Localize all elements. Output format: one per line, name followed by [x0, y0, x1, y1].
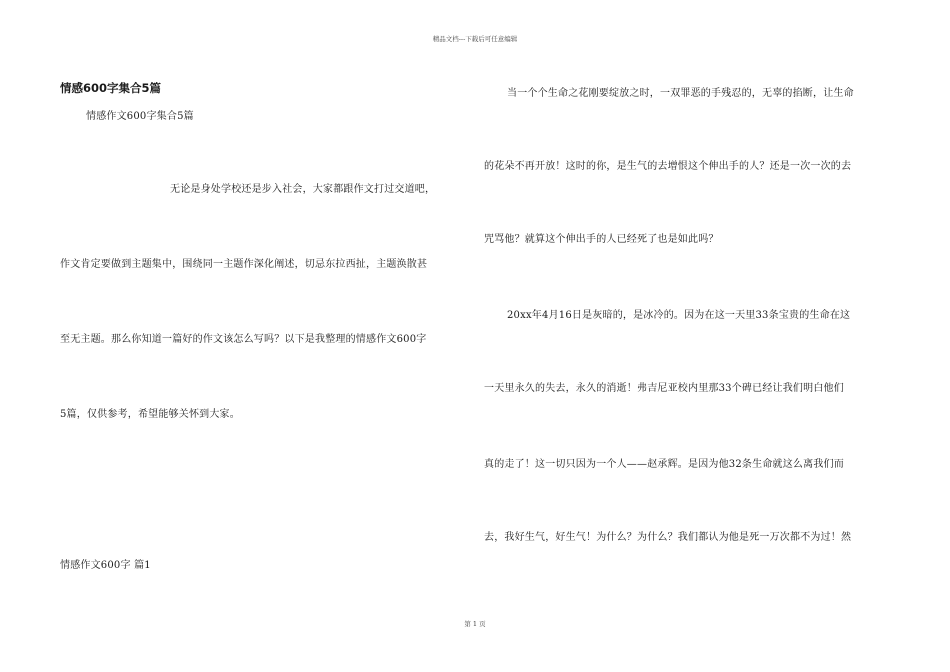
- left-paragraph-line-2: 作文肯定要做到主题集中，围绕同一主题作深化阐述，切忌东拉西扯，主题涣散甚: [60, 259, 428, 270]
- document-subtitle: 情感作文600字集合5篇: [86, 111, 194, 122]
- section-heading: 情感作文600字 篇1: [60, 560, 151, 571]
- left-paragraph-line-4: 5篇，仅供参考，希望能够关怀到大家。: [60, 409, 240, 420]
- right-paragraph-line-4: 20xx年4月16日是灰暗的，是冰冷的。因为在这一天里33条宝贵的生命在这: [507, 310, 851, 321]
- right-paragraph-line-7: 去，我好生气，好生气！为什么？为什么？我们都认为他是死一万次都不为过！然: [484, 532, 852, 543]
- page-footer: 第 1 页: [464, 620, 486, 628]
- left-paragraph-line-3: 至无主题。那么你知道一篇好的作文该怎么写吗？以下是我整理的情感作文600字: [60, 334, 427, 345]
- page-header: 精品文档---下载后可任意编辑: [432, 35, 518, 43]
- right-paragraph-line-6: 真的走了！这一切只因为一个人——赵承辉。是因为他32条生命就这么离我们而: [484, 459, 844, 470]
- right-paragraph-line-5: 一天里永久的失去，永久的消逝！弗吉尼亚校内里那33个碑已经让我们明白他们: [484, 383, 844, 394]
- right-paragraph-line-2: 的花朵不再开放！这时的你，是生气的去增恨这个伸出手的人？还是一次一次的去: [484, 161, 852, 172]
- document-title: 情感600字集合5篇: [60, 81, 162, 95]
- right-paragraph-line-1: 当一个个生命之花刚要绽放之时，一双罪恶的手残忍的，无辜的掐断，让生命: [507, 88, 854, 99]
- left-paragraph-line-1: 无论是身处学校还是步入社会，大家都跟作文打过交道吧，: [170, 184, 436, 195]
- right-paragraph-line-3: 咒骂他？就算这个伸出手的人已经死了也是如此吗？: [484, 234, 719, 245]
